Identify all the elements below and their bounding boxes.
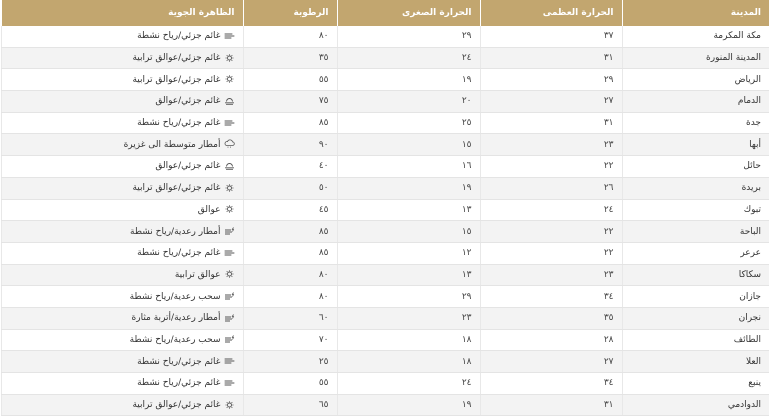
humidity-cell: ٨٠	[243, 286, 337, 308]
city-cell: الدمام	[622, 91, 769, 113]
table-row	[1, 221, 769, 243]
city-cell: حائل	[622, 156, 769, 178]
condition-cell	[1, 26, 243, 47]
table-row	[1, 69, 769, 91]
wind-icon	[224, 379, 235, 387]
humidity-cell: ٧٠	[243, 329, 337, 351]
city-cell: الدوادمي	[622, 394, 769, 416]
city-cell: أبها	[622, 134, 769, 156]
city-cell: نجران	[622, 307, 769, 329]
rain-cloud-icon	[224, 140, 235, 148]
wind-icon	[224, 249, 235, 257]
table-row	[1, 134, 769, 156]
wind-icon	[224, 119, 235, 127]
min-temp-cell: ١٥	[337, 221, 480, 243]
condition-cell	[1, 156, 243, 178]
wind-icon	[224, 32, 235, 40]
city-cell: المدينة المنورة	[622, 47, 769, 69]
table-row	[1, 373, 769, 395]
header-min-temp: الحرارة الصغرى	[337, 0, 480, 26]
max-temp-cell: ٢٧	[480, 351, 622, 373]
condition-cell	[1, 351, 243, 373]
condition-cell	[1, 221, 243, 243]
max-temp-cell: ٢٨	[480, 329, 622, 351]
min-temp-cell: ١٩	[337, 69, 480, 91]
humidity-cell: ٥٠	[243, 177, 337, 199]
thunder-wind-icon	[224, 335, 235, 343]
humidity-cell: ٩٠	[243, 134, 337, 156]
min-temp-cell: ١٩	[337, 394, 480, 416]
sun-icon	[224, 205, 235, 213]
humidity-cell: ٨٥	[243, 221, 337, 243]
table-row	[1, 47, 769, 69]
condition-cell	[1, 329, 243, 351]
condition-text: غائم جزئي/عوالق	[155, 161, 221, 172]
humidity-cell: ٦٠	[243, 307, 337, 329]
humidity-cell: ٨٥	[243, 112, 337, 134]
table-row	[1, 351, 769, 373]
min-temp-cell: ١٣	[337, 264, 480, 286]
min-temp-cell: ٢٥	[337, 112, 480, 134]
min-temp-cell: ١٢	[337, 242, 480, 264]
thunder-wind-icon	[224, 314, 235, 322]
city-cell: عرعر	[622, 242, 769, 264]
partly-sunny-icon	[224, 184, 235, 192]
humidity-cell: ٨٠	[243, 26, 337, 47]
header-condition: الظاهرة الجوية	[1, 0, 243, 26]
city-cell: بريدة	[622, 177, 769, 199]
min-temp-cell: ١٩	[337, 177, 480, 199]
condition-text: غائم جزئي/رياح نشطة	[137, 248, 221, 259]
city-cell: جدة	[622, 112, 769, 134]
city-cell: الرياض	[622, 69, 769, 91]
partly-sunny-icon	[224, 401, 235, 409]
partly-sunny-icon	[224, 75, 235, 83]
condition-text: سحب رعدية/رياح نشطة	[129, 291, 221, 302]
min-temp-cell: ٢٣	[337, 307, 480, 329]
city-cell: جازان	[622, 286, 769, 308]
condition-text: غائم جزئي/رياح نشطة	[137, 378, 221, 389]
humidity-cell: ٨٠	[243, 264, 337, 286]
condition-cell	[1, 177, 243, 199]
condition-text: غائم جزئي/رياح نشطة	[137, 118, 221, 129]
max-temp-cell: ٣٤	[480, 373, 622, 395]
condition-text: أمطار رعدية/أتربة مثارة	[131, 313, 221, 324]
haze-icon	[224, 162, 235, 170]
max-temp-cell: ٣٤	[480, 286, 622, 308]
header-humidity: الرطوبة	[243, 0, 337, 26]
city-cell: ينبع	[622, 373, 769, 395]
humidity-cell: ٣٥	[243, 47, 337, 69]
max-temp-cell: ٢٤	[480, 199, 622, 221]
min-temp-cell: ١٦	[337, 156, 480, 178]
max-temp-cell: ٢٣	[480, 264, 622, 286]
max-temp-cell: ٢٢	[480, 221, 622, 243]
max-temp-cell: ٣١	[480, 394, 622, 416]
sun-icon	[224, 270, 235, 278]
humidity-cell: ٦٥	[243, 394, 337, 416]
city-cell: الطائف	[622, 329, 769, 351]
condition-text: أمطار متوسطة الى غزيرة	[123, 139, 221, 150]
humidity-cell: ٤٥	[243, 199, 337, 221]
humidity-cell: ٨٥	[243, 242, 337, 264]
condition-cell	[1, 91, 243, 113]
humidity-cell: ٤٠	[243, 156, 337, 178]
city-cell: الباحة	[622, 221, 769, 243]
condition-text: غائم جزئي/عوالق	[155, 96, 221, 107]
condition-cell	[1, 112, 243, 134]
condition-text: غائم جزئي/عوالق ترابية	[132, 53, 221, 64]
condition-cell	[1, 242, 243, 264]
table-row	[1, 26, 769, 47]
thunder-wind-icon	[224, 227, 235, 235]
condition-cell	[1, 307, 243, 329]
humidity-cell: ٧٥	[243, 91, 337, 113]
condition-text: سحب رعدية/رياح نشطة	[129, 334, 221, 345]
condition-text: أمطار رعدية/رياح نشطة	[130, 226, 221, 237]
table-row	[1, 199, 769, 221]
condition-text: عوالق	[197, 204, 221, 215]
min-temp-cell: ٢٩	[337, 26, 480, 47]
condition-cell	[1, 199, 243, 221]
table-row	[1, 177, 769, 199]
min-temp-cell: ٢٩	[337, 286, 480, 308]
condition-text: غائم جزئي/عوالق ترابية	[132, 400, 221, 411]
min-temp-cell: ١٥	[337, 134, 480, 156]
humidity-cell: ٥٥	[243, 69, 337, 91]
max-temp-cell: ٣٥	[480, 307, 622, 329]
condition-cell	[1, 47, 243, 69]
table-row	[1, 286, 769, 308]
haze-icon	[224, 97, 235, 105]
table-row	[1, 156, 769, 178]
wind-icon	[224, 357, 235, 365]
table-row	[1, 329, 769, 351]
condition-text: غائم جزئي/رياح نشطة	[137, 356, 221, 367]
max-temp-cell: ٢٩	[480, 69, 622, 91]
min-temp-cell: ٢٤	[337, 373, 480, 395]
condition-cell	[1, 69, 243, 91]
thunder-wind-icon	[224, 292, 235, 300]
header-row	[1, 0, 769, 26]
humidity-cell: ٥٥	[243, 373, 337, 395]
condition-text: غائم جزئي/رياح نشطة	[137, 31, 221, 42]
max-temp-cell: ٢٧	[480, 91, 622, 113]
max-temp-cell: ٣١	[480, 47, 622, 69]
max-temp-cell: ٣١	[480, 112, 622, 134]
condition-cell	[1, 373, 243, 395]
table-row	[1, 264, 769, 286]
table-row	[1, 307, 769, 329]
min-temp-cell: ١٨	[337, 351, 480, 373]
partly-sunny-icon	[224, 54, 235, 62]
table-row	[1, 394, 769, 416]
weather-table	[1, 0, 770, 416]
max-temp-cell: ٢٣	[480, 134, 622, 156]
condition-text: عوالق ترابية	[174, 269, 221, 280]
condition-cell	[1, 134, 243, 156]
min-temp-cell: ٢٠	[337, 91, 480, 113]
city-cell: تبوك	[622, 199, 769, 221]
min-temp-cell: ١٨	[337, 329, 480, 351]
condition-cell	[1, 394, 243, 416]
header-city: المدينة	[622, 0, 769, 26]
max-temp-cell: ٣٧	[480, 26, 622, 47]
condition-cell	[1, 286, 243, 308]
condition-text: غائم جزئي/عوالق ترابية	[132, 183, 221, 194]
table-row	[1, 91, 769, 113]
header-max-temp: الحرارة العظمى	[480, 0, 622, 26]
humidity-cell: ٢٥	[243, 351, 337, 373]
min-temp-cell: ١٣	[337, 199, 480, 221]
city-cell: مكة المكرمة	[622, 26, 769, 47]
max-temp-cell: ٢٢	[480, 242, 622, 264]
condition-cell	[1, 264, 243, 286]
table-row	[1, 242, 769, 264]
max-temp-cell: ٢٦	[480, 177, 622, 199]
max-temp-cell: ٢٢	[480, 156, 622, 178]
city-cell: سكاكا	[622, 264, 769, 286]
min-temp-cell: ٢٤	[337, 47, 480, 69]
condition-text: غائم جزئي/عوالق ترابية	[132, 74, 221, 85]
table-row	[1, 112, 769, 134]
city-cell: العلا	[622, 351, 769, 373]
